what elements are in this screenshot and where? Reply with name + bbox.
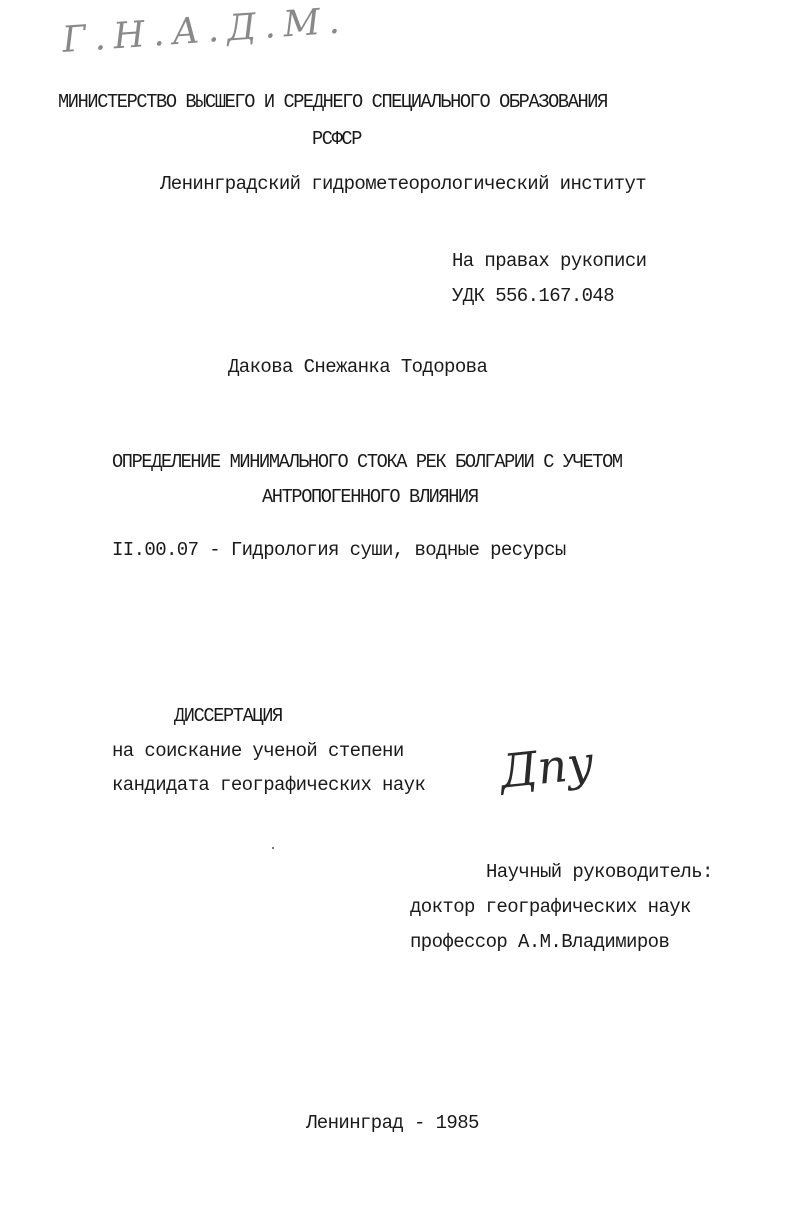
thesis-title-line-1: ОПРЕДЕЛЕНИЕ МИНИМАЛЬНОГО СТОКА РЕК БОЛГАРИИ С УЧЕТОМ	[112, 451, 622, 473]
degree-line-1: на соискание ученой степени	[112, 740, 404, 762]
speck-mark	[272, 847, 274, 849]
author-name: Дакова Снежанка Тодорова	[228, 356, 488, 378]
city-year: Ленинград - 1985	[306, 1112, 479, 1134]
corner-handwritten-note: Г.Н.А.Д.М.	[60, 0, 349, 61]
author-signature: Дпу	[497, 735, 597, 799]
ministry-heading: МИНИСТЕРСТВО ВЫСШЕГО И СРЕДНЕГО СПЕЦИАЛЬНОГО ОБРАЗОВАНИЯ	[58, 91, 607, 113]
supervisor-degree: доктор географических наук	[410, 896, 691, 918]
supervisor-label: Научный руководитель:	[486, 861, 713, 883]
specialty-code: II.00.07 - Гидрология суши, водные ресурсы	[112, 539, 566, 561]
degree-line-2: кандидата географических наук	[112, 774, 426, 796]
supervisor-name: профессор А.М.Владимиров	[410, 931, 670, 953]
thesis-title-line-2: АНТРОПОГЕННОГО ВЛИЯНИЯ	[262, 486, 478, 508]
republic-heading: РСФСР	[312, 128, 362, 150]
manuscript-rights-note: На правах рукописи	[452, 250, 647, 272]
institute-name: Ленинградский гидрометеорологический институт	[160, 173, 647, 195]
udc-code: УДК 556.167.048	[452, 285, 615, 307]
dissertation-heading: ДИССЕРТАЦИЯ	[174, 705, 282, 727]
